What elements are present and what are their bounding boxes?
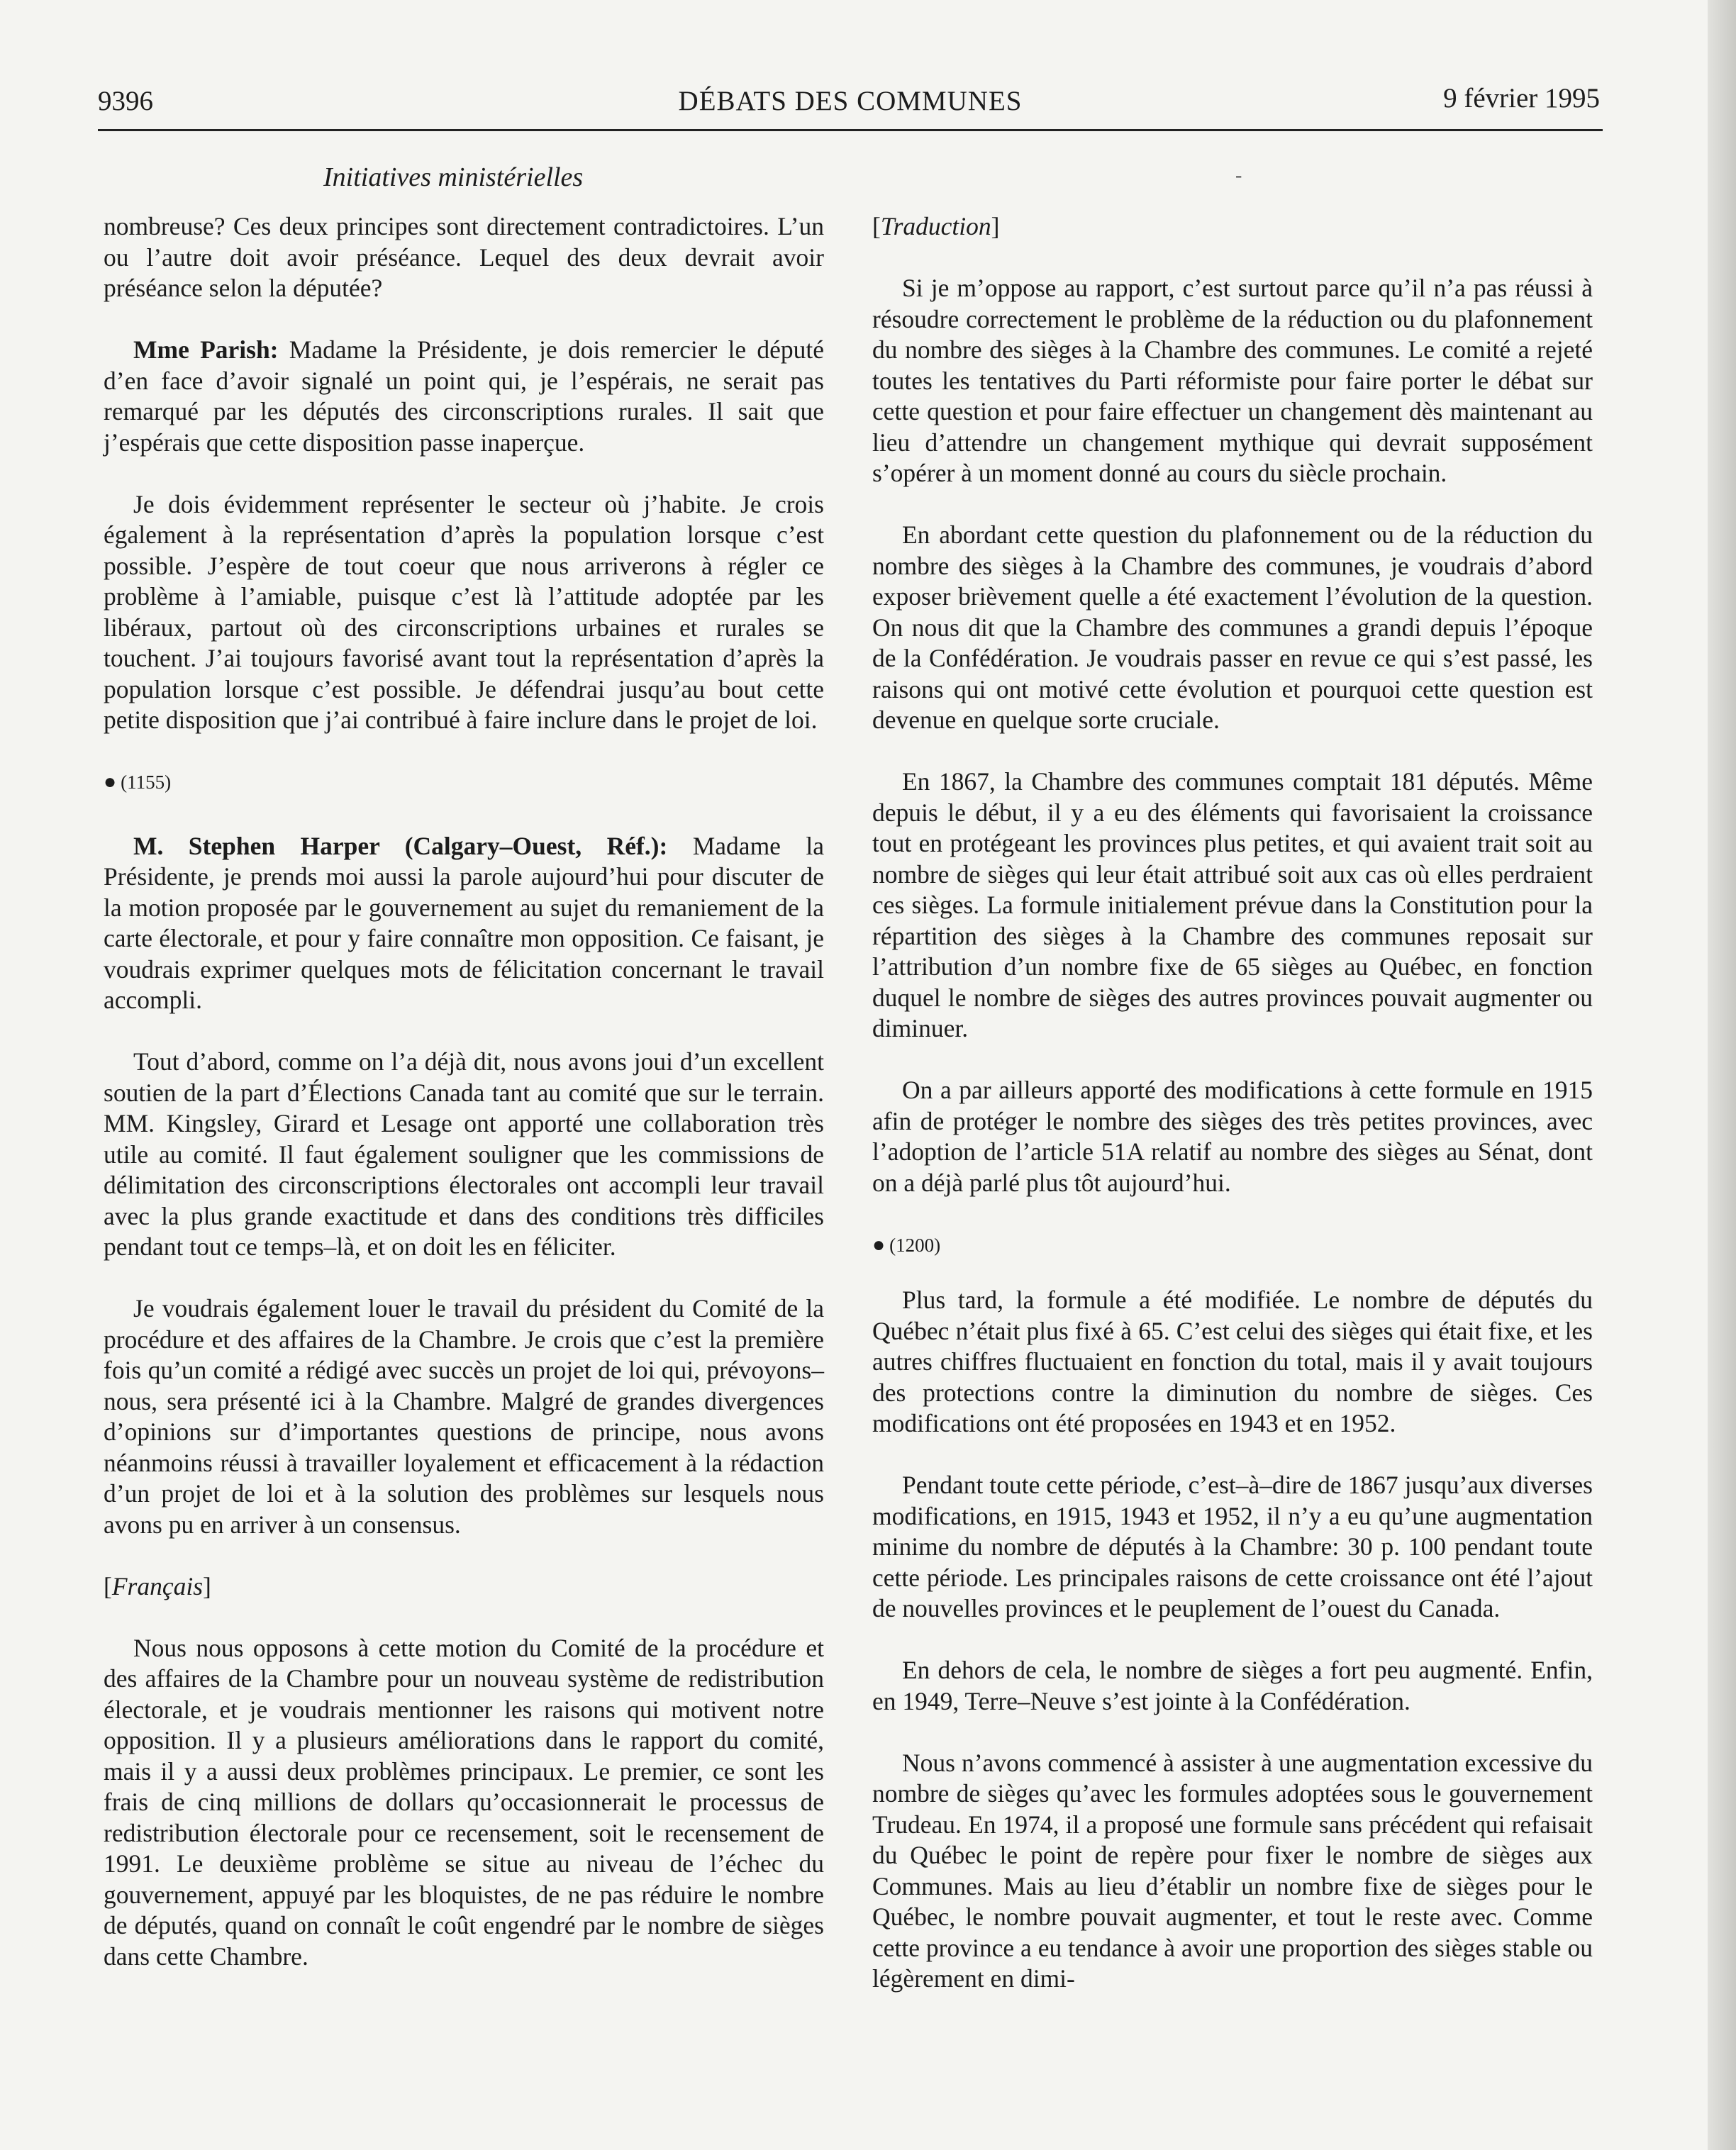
language-label: Français	[111, 1571, 204, 1600]
language-marker	[104, 1571, 824, 1603]
paragraph: Pendant toute cette période, c’est–à–dire de 1867 jusqu’aux diverses modifications, en 1915, 1943 et 1952, il n’y a eu qu’une augmentation minime du nombre de députés à la Chambre: 30 p. 100 pendant toute cette période. Les principales raisons de cette croissance ont été l’ajout de nouvelles provinces et le peuplement de l’ouest du Canada.	[872, 1471, 1593, 1622]
paragraph: Si je m’oppose au rapport, c’est surtout parce qu’il n’a pas réussi à résoudre correctement le problème de la réduction ou du plafonnement du nombre des sièges à la Chambre des communes. Le comité a rejeté toutes les tentatives du Parti réformiste pour faire porter le débat sur cette question et pour faire effectuer un changement dès maintenant au lieu d’attendre un changement mythique qui devrait supposément s’opérer à un moment donné au cours du siècle prochain.	[872, 274, 1593, 487]
paragraph: nombreuse? Ces deux principes sont directement contradictoires. L’un ou l’autre doit avoir préséance. Lequel des deux devrait avoir préséance selon la députée?	[104, 212, 824, 302]
paragraph: Plus tard, la formule a été modifiée. Le nombre de députés du Québec n’était plus fixé à 65. C’est celui des sièges qui était fixe, et les autres chiffres fluctuaient en fonction du total, mais il y avait toujours des protections contre la diminution du nombre de sièges. Ces modifications ont été proposées en 1943 et en 1952.	[872, 1286, 1593, 1437]
time-stamp: (1200)	[889, 1234, 941, 1256]
paragraph: Nous n’avons commencé à assister à une augmentation excessive du nombre de sièges qu’avec les formules adoptées sous le gouvernement Trudeau. En 1974, il a proposé une formule sans précédent qui refaisait du Québec le point de repère pour fixer le nombre de sièges aux Communes. Mais au lieu d’établir un nombre fixe de sièges pour le Québec, le nombre pouvait augmenter, et tout le reste avec. Comme cette province a eu tendance à avoir une proportion des sièges stable ou légèrement en dimi-	[872, 1748, 1593, 1993]
paragraph: En dehors de cela, le nombre de sièges a fort peu augmenté. Enfin, en 1949, Terre–Neuve s’est jointe à la Confédération.	[872, 1656, 1593, 1715]
paragraph: Nous nous opposons à cette motion du Comité de la procédure et des affaires de la Chambre pour un nouveau système de redistribution électorale, et je voudrais mentionner les raisons qui motivent notre opposition. Il y a plusieurs améliorations dans le rapport du comité, mais il y a aussi deux problèmes principaux. Le premier, ce sont les frais de cinq millions de dollars qu’occasionnerait le processus de redistribution électorale pour ce recensement, soit le recensement de 1991. Le deuxième problème se situe au niveau de l’échec du gouvernement, appuyé par les bloquistes, de ne pas réduire le nombre de députés, quand on connaît le coût engendré par le nombre de sièges dans cette Chambre.	[104, 1633, 824, 1971]
bracket: [	[104, 1571, 112, 1600]
paragraph: En 1867, la Chambre des communes comptait 181 députés. Même depuis le début, il y a eu des éléments qui favorisaient la croissance tout en protégeant les provinces plus petites, et qui avaient trait soit au nombre de sièges qui leur était attribué soit aux cas où elles perdraient ces sièges. La formule initialement prévue dans la Constitution pour la répartition des sièges à la Chambre des communes reposait sur l’attribution d’un nombre fixe de 65 sièges au Québec, en fonction duquel le nombre de sièges des autres provinces pouvait augmenter ou diminuer.	[872, 767, 1593, 1042]
stray-mark: -	[1235, 165, 1242, 186]
time-marker	[872, 1230, 1593, 1261]
speech-text: Madame la Présidente, je dois remercier le député d’en face d’avoir signalé un point qui, je l’espérais, ne serait pas remarqué par les députés des circonscriptions rurales. Il sait que j’espérais que cette disposition passe inaperçue.	[104, 335, 824, 457]
page-edge	[1708, 0, 1736, 2150]
publication-title: DÉBATS DES COMMUNES	[678, 86, 1023, 116]
left-column	[104, 211, 824, 2003]
bracket: ]	[991, 212, 1000, 240]
time-marker	[104, 767, 824, 798]
speaker-name: Mme Parish:	[133, 335, 279, 364]
running-head: Initiatives ministérielles	[323, 162, 584, 192]
page-number: 9396	[98, 86, 153, 116]
paragraph: On a par ailleurs apporté des modifications à cette formule en 1915 afin de protéger le nombre des sièges des très petites provinces, avec l’adoption de l’article 51A relatif au nombre des sièges au Sénat, dont on a déjà parlé plus tôt aujourd’hui.	[872, 1076, 1593, 1197]
language-label: Traduction	[880, 212, 991, 240]
page-header	[98, 79, 1603, 131]
paragraph: Je voudrais également louer le travail du président du Comité de la procédure et des affaires de la Chambre. Je crois que c’est la première fois qu’un comité a rédigé avec succès un projet de loi qui, prévoyons–nous, sera présenté ici à la Chambre. Malgré de grandes divergences d’opinions sur d’importantes questions de principe, nous avons néanmoins réussi à travailler loyalement et efficacement à la rédaction d’un projet de loi et à la solution des problèmes sur lesquels nous avons pu en arriver à un consensus.	[104, 1294, 824, 1539]
paragraph	[104, 335, 824, 458]
bracket: ]	[203, 1571, 211, 1600]
right-column	[872, 211, 1593, 2025]
bullet-icon: ●	[872, 1232, 886, 1257]
paragraph	[104, 831, 824, 1016]
speech-text: Madame la Présidente, je prends moi aussi la parole aujourd’hui pour discuter de la motion proposée par le gouvernement au sujet du remaniement de la carte électorale, et pour y faire connaître mon opposition. Ce faisant, je voudrais exprimer quelques mots de félicitation concernant le travail accompli.	[104, 831, 824, 1014]
language-marker	[872, 211, 1593, 243]
bullet-icon: ●	[104, 770, 117, 793]
bracket: [	[872, 212, 881, 240]
page-date: 9 février 1995	[1443, 83, 1600, 113]
speaker-name: M. Stephen Harper (Calgary–Ouest, Réf.):	[133, 831, 668, 860]
paragraph: Je dois évidemment représenter le secteur où j’habite. Je crois également à la représentation d’après la population lorsque c’est possible. J’espère de tout coeur que nous arriverons à régler ce problème à l’amiable, puisque c’est là l’attitude adoptée par les libéraux, partout où des circonscriptions urbaines et rurales se touchent. J’ai toujours favorisé avant tout la représentation d’après la population lorsque c’est possible. Je défendrai jusqu’au bout cette petite disposition que j’ai contribué à faire inclure dans le projet de loi.	[104, 489, 824, 734]
paragraph: Tout d’abord, comme on l’a déjà dit, nous avons joui d’un excellent soutien de la part d’Élections Canada tant au comité que sur le terrain. MM. Kingsley, Girard et Lesage ont apporté une collaboration très utile au comité. Il faut également souligner que les commissions de délimitation des circonscriptions électorales ont accompli leur travail avec la plus grande exactitude et dans des conditions très difficiles pendant tout ce temps–là, et on doit les en féliciter.	[104, 1047, 824, 1261]
time-stamp: (1155)	[121, 772, 172, 793]
paragraph: En abordant cette question du plafonnement ou de la réduction du nombre des sièges à la Chambre des communes, je voudrais d’abord exposer brièvement quelle a été exactement l’évolution de la question. On nous dit que la Chambre des communes a grandi depuis l’époque de la Confédération. Je voudrais passer en revue ce qui s’est passé, les raisons qui ont motivé cette évolution et pourquoi cette question est devenue en quelque sorte cruciale.	[872, 520, 1593, 734]
